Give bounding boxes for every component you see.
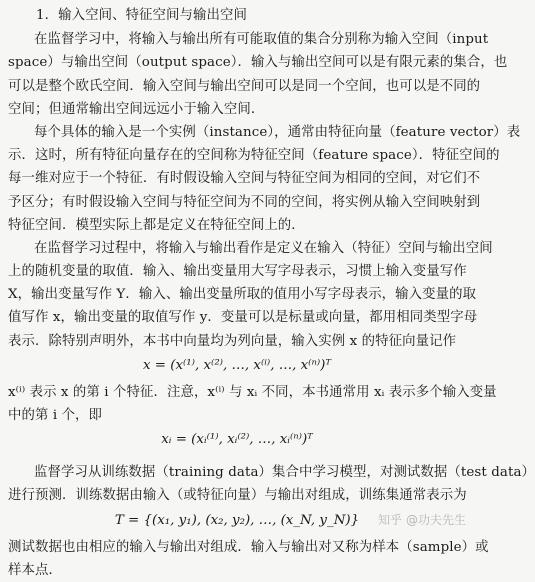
paragraph-line: X，输出变量写作 Y．输入、输出变量所取的值用小写字母表示，输入变量的取 — [8, 287, 477, 303]
paragraph-line: 可以是整个欧氏空间．输入空间与输出空间可以是同一个空间，也可以是不同的 — [8, 78, 481, 94]
paragraph-line: 样本点． — [8, 562, 62, 578]
paragraph-line: 监督学习从训练数据（training data）集合中学习模型，对测试数据（test data） — [34, 465, 535, 481]
paragraph-line: 表示．除特别声明外，本书中向量均为列向量，输入实例 x 的特征向量记作 — [8, 333, 457, 349]
paragraph-line: 在监督学习中，将输入与输出所有可能取值的集合分别称为输入空间（input — [34, 32, 489, 48]
paragraph-line: 测试数据也由相应的输入与输出对组成．输入与输出对又称为样本（sample）或 — [8, 539, 489, 555]
equation-training-set: T = {(x₁, y₁), (x₂, y₂), …, (x_N, y_N)} — [114, 512, 360, 528]
paragraph-line: 进行预测．训练数据由输入（或特征向量）与输出对组成，训练集通常表示为 — [8, 488, 467, 504]
paragraph-line: 空间；但通常输出空间远远小于输入空间． — [8, 101, 265, 117]
paragraph-line: 上的随机变量的取值．输入、输出变量用大写字母表示，习惯上输入变量写作 — [8, 264, 467, 280]
paragraph-line: 每一维对应于一个特征．有时假设输入空间与特征空间为相同的空间，对它们不 — [8, 171, 481, 187]
paragraph-line: 在监督学习过程中，将输入与输出看作是定义在输入（特征）空间与输出空间 — [34, 240, 493, 256]
paragraph-line: space）与输出空间（output space）．输入与输出空间可以是有限元素的集合，也 — [8, 55, 508, 71]
paragraph-line: 予区分；有时假设输入空间与特征空间为不同的空间，将实例从输入空间映射到 — [8, 194, 481, 210]
paragraph-line: x⁽ⁱ⁾ 表示 x 的第 i 个特征．注意，x⁽ⁱ⁾ 与 xᵢ 不同，本书通常用 xᵢ 表示多个输入变量 — [8, 384, 497, 400]
equation-input-variable: xᵢ = (xᵢ⁽¹⁾, xᵢ⁽²⁾, …, xᵢ⁽ⁿ⁾)ᵀ — [161, 432, 313, 448]
paragraph-line: 示．这时，所有特征向量存在的空间称为特征空间（feature space）．特征空间的 — [8, 148, 500, 164]
paragraph-line: 值写作 x，输出变量的取值写作 y．变量可以是标量或向量，都用相同类型字母 — [8, 310, 478, 326]
paragraph-line: 中的第 i 个，即 — [8, 408, 103, 423]
equation-feature-vector: x = (x⁽¹⁾, x⁽²⁾, …, x⁽ⁱ⁾, …, x⁽ⁿ⁾)ᵀ — [142, 357, 332, 373]
paragraph-line: 特征空间．模型实际上都是定义在特征空间上的． — [8, 217, 305, 233]
watermark-text: 知乎 @功夫先生 — [378, 513, 466, 527]
paragraph-line: 每个具体的输入是一个实例（instance），通常由特征向量（feature vector）表 — [34, 124, 521, 140]
section-heading: 1．输入空间、特征空间与输出空间 — [36, 8, 247, 23]
